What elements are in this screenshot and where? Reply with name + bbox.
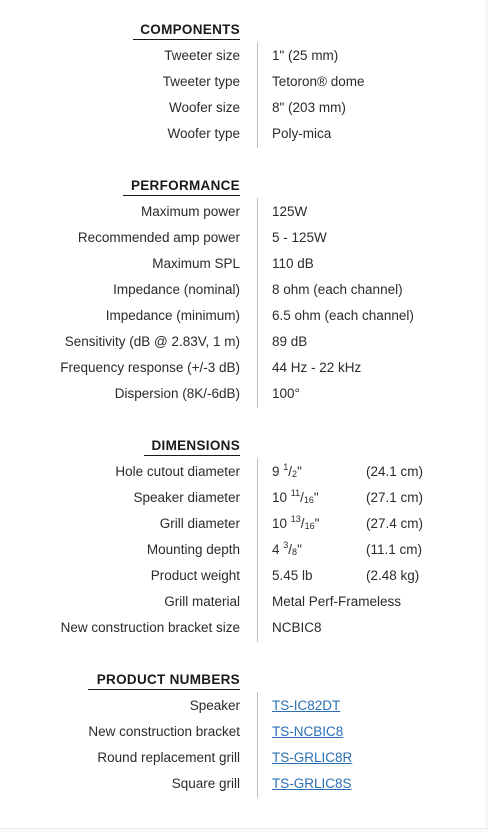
product-numbers-heading: PRODUCT NUMBERS — [96, 672, 240, 687]
spec-value: 10 $^{11}/_{16}$" — [272, 487, 319, 505]
spec-value: 10 $^{13}/_{16}$" — [272, 513, 320, 531]
spec-row-maximum-power — [0, 200, 486, 226]
spec-row-hole-cutout-diameter — [0, 460, 486, 486]
spec-value: 8 ohm (each channel) — [272, 282, 403, 297]
fraction-numerator: 3 — [283, 539, 289, 550]
dimensions-heading-underline — [144, 455, 240, 456]
spec-label: Maximum power — [140, 204, 240, 219]
spec-row-impedance-minimum — [0, 304, 486, 330]
fraction-numerator: 1 — [283, 461, 289, 472]
spec-value: 110 dB — [272, 256, 314, 271]
value-whole: 4 — [272, 542, 284, 557]
spec-label: Tweeter type — [162, 74, 240, 89]
spec-value: 44 Hz - 22 kHz — [272, 360, 362, 375]
spec-value — [272, 724, 343, 739]
spec-metric-value: (27.4 cm) — [366, 516, 424, 531]
spec-metric-value: (24.1 cm) — [366, 464, 424, 479]
spec-row-woofer-type — [0, 122, 486, 148]
spec-label: Dispersion (8K/-6dB) — [114, 386, 240, 401]
spec-row-impedance-nominal — [0, 278, 486, 304]
value-whole: 10 — [272, 490, 291, 505]
spec-row-tweeter-size — [0, 44, 486, 70]
spec-row-speaker — [0, 694, 486, 720]
performance-heading: PERFORMANCE — [130, 178, 240, 193]
spec-value — [272, 698, 340, 713]
inch-mark: " — [314, 516, 320, 531]
spec-label: Square grill — [171, 776, 240, 791]
spec-row-recommended-amp-power — [0, 226, 486, 252]
spec-row-mounting-depth — [0, 538, 486, 564]
dimensions-heading: DIMENSIONS — [151, 438, 240, 453]
fraction-denominator: 16 — [303, 495, 314, 505]
fraction-numerator: 13 — [290, 513, 301, 524]
spec-label: New construction bracket — [88, 724, 240, 739]
product-numbers-heading-underline — [88, 689, 240, 690]
product-link-speaker[interactable]: TS-IC82DT — [272, 698, 341, 713]
fraction-denominator: 16 — [304, 521, 315, 531]
spec-row-new-construction-bracket — [0, 720, 486, 746]
spec-metric-value: (2.48 kg) — [366, 568, 420, 583]
spec-metric-value: (11.1 cm) — [366, 542, 423, 557]
spec-value: 1" (25 mm) — [272, 48, 339, 63]
spec-label: Hole cutout diameter — [115, 464, 240, 479]
inch-mark: " — [297, 542, 302, 557]
spec-row-woofer-size — [0, 96, 486, 122]
spec-value: 6.5 ohm (each channel) — [272, 308, 414, 323]
spec-value — [272, 750, 352, 765]
inch-mark: " — [297, 464, 302, 479]
spec-value: 100° — [272, 386, 300, 401]
spec-row-speaker-diameter — [0, 486, 486, 512]
inch-mark: " — [313, 490, 319, 505]
spec-metric-value: (27.1 cm) — [366, 490, 424, 505]
components-heading-underline — [133, 39, 240, 40]
product-link-round-grill[interactable]: TS-GRLIC8R — [272, 750, 353, 765]
spec-label: Product weight — [150, 568, 240, 583]
spec-value: 8" (203 mm) — [272, 100, 346, 115]
fraction-numerator: 11 — [290, 487, 301, 498]
spec-row-dispersion — [0, 382, 486, 408]
spec-value: 125W — [272, 204, 308, 219]
spec-row-sensitivity — [0, 330, 486, 356]
spec-label: Recommended amp power — [77, 230, 240, 245]
spec-row-grill-diameter — [0, 512, 486, 538]
spec-label: Tweeter size — [164, 48, 240, 63]
spec-value — [272, 776, 352, 791]
spec-row-frequency-response — [0, 356, 486, 382]
spec-row-grill-material — [0, 590, 486, 616]
spec-label: Frequency response (+/-3 dB) — [60, 360, 240, 375]
spec-label: Round replacement grill — [97, 750, 240, 765]
spec-row-round-replacement-grill — [0, 746, 486, 772]
spec-label: New construction bracket size — [60, 620, 240, 635]
spec-row-square-grill — [0, 772, 486, 798]
spec-label: Grill material — [164, 594, 240, 609]
fraction-denominator: 2 — [292, 469, 298, 479]
spec-row-tweeter-type — [0, 70, 486, 96]
value-whole: 10 — [272, 516, 291, 531]
spec-value: Metal Perf-Frameless — [272, 594, 402, 609]
spec-label: Impedance (minimum) — [105, 308, 240, 323]
spec-label: Maximum SPL — [152, 256, 240, 271]
spec-label: Mounting depth — [146, 542, 240, 557]
spec-label: Woofer size — [168, 100, 240, 115]
spec-label: Grill diameter — [159, 516, 240, 531]
spec-value: 9 $^1/_2$" — [272, 461, 302, 479]
spec-value: 5 - 125W — [272, 230, 327, 245]
spec-value: 5.45 lb — [272, 568, 313, 583]
spec-row-new-construction-bracket-size — [0, 616, 486, 642]
spec-value: Tetoron® dome — [272, 74, 365, 89]
spec-value: 4 $^3/_8$" — [272, 539, 302, 557]
spec-value: NCBIC8 — [272, 620, 322, 635]
spec-label: Woofer type — [167, 126, 240, 141]
fraction-denominator: 8 — [292, 547, 298, 557]
product-link-square-grill[interactable]: TS-GRLIC8S — [272, 776, 352, 791]
spec-row-product-weight — [0, 564, 486, 590]
spec-label: Impedance (nominal) — [113, 282, 240, 297]
spec-label: Speaker diameter — [133, 490, 240, 505]
spec-label: Speaker — [189, 698, 240, 713]
product-link-bracket[interactable]: TS-NCBIC8 — [272, 724, 344, 739]
spec-label: Sensitivity (dB @ 2.83V, 1 m) — [64, 334, 240, 349]
spec-value: Poly-mica — [272, 126, 332, 141]
value-whole: 9 — [272, 464, 284, 479]
components-heading: COMPONENTS — [140, 22, 240, 37]
spec-row-maximum-spl — [0, 252, 486, 278]
performance-heading-underline — [123, 195, 240, 196]
spec-value: 89 dB — [272, 334, 308, 349]
